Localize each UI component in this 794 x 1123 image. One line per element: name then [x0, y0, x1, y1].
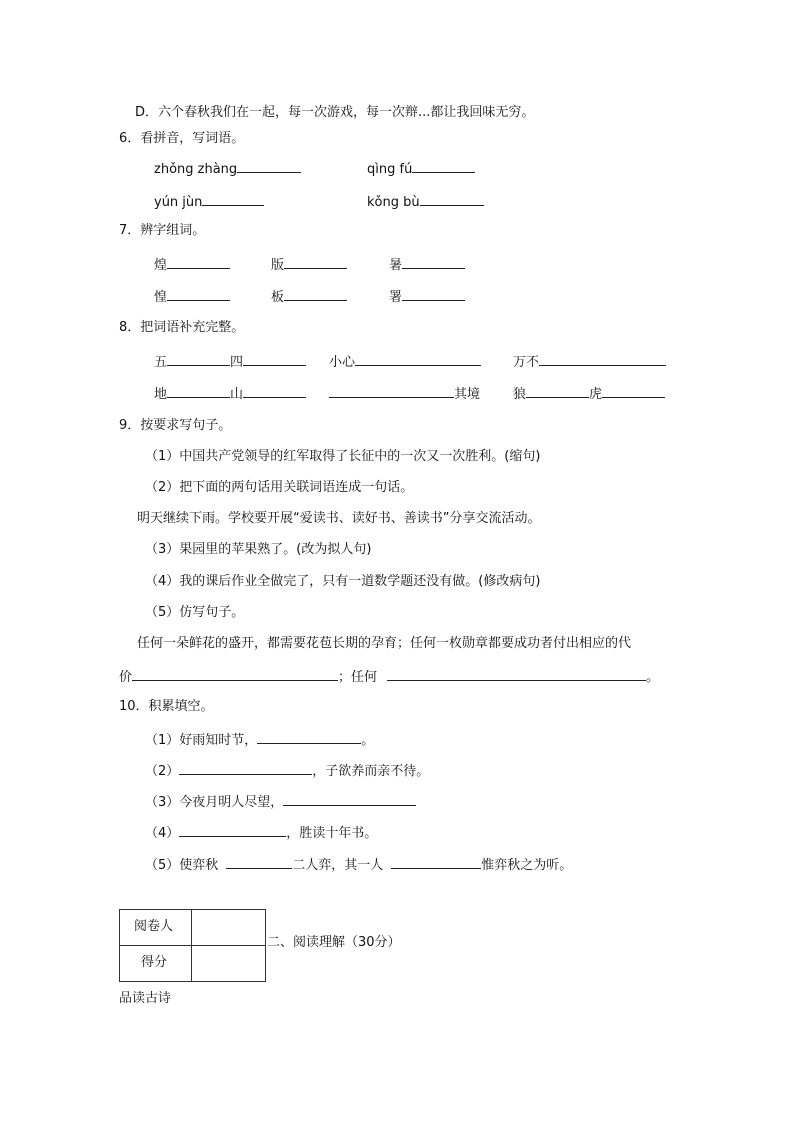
- word-part: 四: [230, 355, 244, 370]
- answer-blank[interactable]: [284, 255, 347, 269]
- q10-l3: [145, 792, 416, 812]
- section2-subtitle: 品读古诗: [119, 991, 172, 1006]
- q7-row1-item3: [389, 255, 465, 275]
- answer-blank[interactable]: [257, 730, 361, 744]
- answer-blank[interactable]: [167, 287, 230, 301]
- char-label: 板: [271, 290, 285, 305]
- answer-blank[interactable]: [602, 384, 665, 398]
- answer-blank[interactable]: [179, 761, 312, 775]
- answer-blank[interactable]: [355, 352, 481, 366]
- word-part: 地: [154, 387, 168, 402]
- answer-blank[interactable]: [243, 384, 306, 398]
- word-part: 五: [154, 355, 168, 370]
- answer-blank[interactable]: [402, 287, 465, 301]
- q8-row2-a: [154, 384, 306, 404]
- section2-title: 二、阅读理解（30分）: [267, 935, 401, 950]
- q6-item-4: [367, 192, 484, 212]
- q10-l2: [145, 761, 429, 781]
- q6-item-3: [154, 192, 264, 212]
- score-value-cell[interactable]: [191, 945, 266, 982]
- q9-s5-text: 任何一朵鲜花的盛开，都需要花苞长期的孕育；任何一枚勋章都要成功者付出相应的代: [137, 636, 632, 651]
- text: 。: [361, 733, 375, 748]
- text: （3）今夜月明人尽望，: [145, 795, 284, 810]
- q8-row1-a: [154, 352, 306, 372]
- q7-row2-item2: [271, 287, 347, 307]
- q10-heading: 10．积累填空。: [119, 699, 214, 714]
- answer-blank[interactable]: [179, 823, 286, 837]
- q9-s2: （2）把下面的两句话用关联词语连成一句话。: [145, 480, 414, 495]
- word-part: 小心: [329, 355, 356, 370]
- q8-row1-b: [329, 352, 481, 372]
- q9-s2-text: 明天继续下雨。学校要开展“爱读书、读好书、善读书”分享交流活动。: [137, 511, 541, 526]
- answer-blank[interactable]: [283, 792, 416, 806]
- answer-blank[interactable]: [539, 352, 666, 366]
- q10-l4: [145, 823, 377, 843]
- q9-s1: （1）中国共产党领导的红军取得了长征中的一次又一次胜利。(缩句): [145, 449, 541, 464]
- answer-blank[interactable]: [420, 192, 484, 206]
- reviewer-label: 阅卷人: [134, 919, 174, 934]
- answer-blank[interactable]: [237, 159, 301, 173]
- pinyin-label: kǒng bù: [367, 195, 420, 210]
- text: 价: [119, 670, 133, 685]
- answer-blank[interactable]: [526, 384, 589, 398]
- q10-l5: [145, 855, 572, 875]
- score-label-cell: [119, 945, 192, 982]
- answer-blank[interactable]: [167, 384, 230, 398]
- word-part: 万不: [513, 355, 540, 370]
- char-label: 署: [389, 290, 403, 305]
- q6-item-1: [154, 159, 301, 179]
- q9-s4: （4）我的课后作业全做完了，只有一道数学题还没有做。(修改病句): [145, 574, 541, 589]
- text: 二人弈，其一人: [292, 858, 384, 873]
- reviewer-label-cell: [119, 909, 192, 946]
- q7-row1-item1: [154, 255, 230, 275]
- q8-row2-c: [513, 384, 665, 404]
- answer-blank[interactable]: [402, 255, 465, 269]
- text: ，子欲养而亲不待。: [312, 764, 430, 779]
- answer-blank[interactable]: [167, 255, 230, 269]
- q8-heading: 8．把词语补充完整。: [119, 320, 245, 335]
- answer-blank[interactable]: [226, 855, 292, 869]
- answer-blank[interactable]: [329, 384, 454, 398]
- char-label: 版: [271, 258, 285, 273]
- answer-blank[interactable]: [167, 352, 230, 366]
- pinyin-label: zhǒng zhàng: [154, 162, 238, 177]
- char-label: 煌: [154, 258, 168, 273]
- q8-row2-b: [329, 384, 480, 404]
- q5-option-d: D．六个春秋我们在一起，每一次游戏，每一次辩...都让我回味无穷。: [135, 105, 535, 120]
- reviewer-value-cell[interactable]: [191, 909, 266, 946]
- answer-blank[interactable]: [202, 192, 264, 206]
- q9-s3: （3）果园里的苹果熟了。(改为拟人句): [145, 542, 372, 557]
- answer-blank[interactable]: [412, 159, 475, 173]
- text: （1）好雨知时节，: [145, 733, 258, 748]
- answer-blank[interactable]: [391, 855, 481, 869]
- word-part: 虎: [589, 387, 603, 402]
- q10-l1: [145, 730, 374, 750]
- q9-s5: （5）仿写句子。: [145, 605, 245, 620]
- q6-item-2: [367, 159, 475, 179]
- word-part: 山: [230, 387, 244, 402]
- q7-row2-item3: [389, 287, 465, 307]
- answer-blank[interactable]: [243, 352, 306, 366]
- pinyin-label: yún jùn: [154, 195, 203, 210]
- answer-blank[interactable]: [387, 667, 646, 681]
- score-label: 得分: [141, 955, 168, 970]
- answer-blank[interactable]: [132, 667, 338, 681]
- pinyin-label: qìng fú: [367, 162, 413, 177]
- answer-blank[interactable]: [284, 287, 347, 301]
- text: 惟弈秋之为听。: [481, 858, 573, 873]
- q8-row1-c: [513, 352, 666, 372]
- word-part: 狼: [513, 387, 527, 402]
- text: （4）: [145, 826, 180, 841]
- text: ，胜读十年书。: [286, 826, 378, 841]
- char-label: 暑: [389, 258, 403, 273]
- q9-heading: 9．按要求写句子。: [119, 418, 232, 433]
- text: （2）: [145, 764, 180, 779]
- q9-s5-continuation: [119, 667, 659, 687]
- q7-heading: 7．辨字组词。: [119, 223, 206, 238]
- q6-heading: 6．看拼音，写词语。: [119, 131, 245, 146]
- word-part: 其境: [454, 387, 481, 402]
- q7-row2-item1: [154, 287, 230, 307]
- text: （5）使弈秋: [145, 858, 219, 873]
- char-label: 惶: [154, 290, 168, 305]
- text: 。: [646, 670, 660, 685]
- q7-row1-item2: [271, 255, 347, 275]
- text: ；任何: [338, 670, 378, 685]
